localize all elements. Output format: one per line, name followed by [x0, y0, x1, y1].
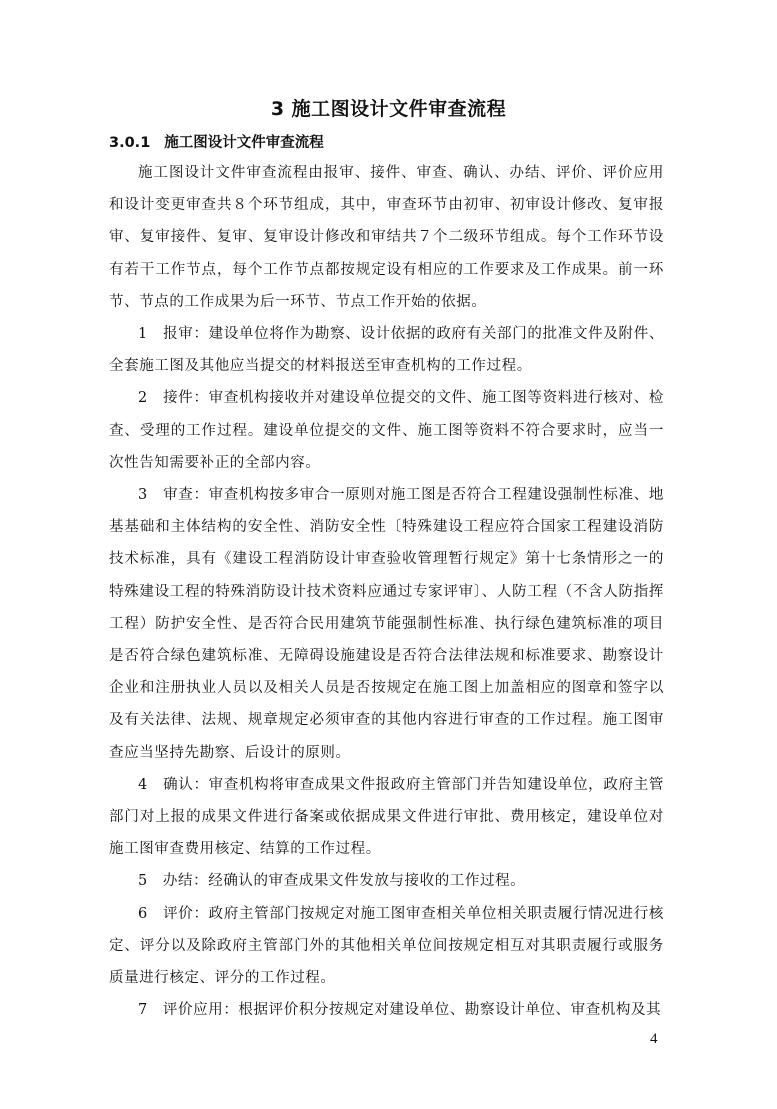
item-paragraph-submission: 1 报审：建设单位将作为勘察、设计依据的政府有关部门的批准文件及附件、全套施工图及其他应当提交的材料报送至审查机构的工作过程。	[109, 326, 664, 375]
item-paragraph-evaluation-application: 7 评价应用：根据评价积分按规定对建设单位、勘察设计单位、审查机构及其	[138, 1002, 662, 1019]
item-paragraph-completion: 5 办结：经确认的审查成果文件发放与接收的工作过程。	[138, 873, 526, 890]
item-paragraph-confirmation: 4 确认：审查机构将审查成果文件报政府主管部门并告知建设单位，政府主管部门对上报的成果文件进行备案或依据成果文件进行审批、费用核定，建设单位对施工图审查费用核定、结算的工作过程。	[109, 776, 664, 858]
section-title: 施工图设计文件审查流程	[164, 135, 324, 151]
item-paragraph-receipt: 2 接件：审查机构接收并对建设单位提交的文件、施工图等资料进行核对、检查、受理的工作过程。建设单位提交的文件、施工图等资料不符合要求时，应当一次性告知需要补正的全部内容。	[109, 390, 664, 471]
body-text	[109, 157, 664, 1026]
intro-paragraph: 施工图设计文件审查流程由报审、接件、审查、确认、办结、评价、评价应用和设计变更审查共８个环节组成，其中，审查环节由初审、初审设计修改、复审报审、复审接件、复审、复审设计修改和审结共７个二级环节组成。每个工作环节设有若干工作节点，每个工作节点都按规定设有相应的工作要求及工作成果。前一环节、节点的工作成果为后一环节、节点工作开始的依据。	[109, 165, 664, 310]
item-paragraph-review: 3 审查：审查机构按多审合一原则对施工图是否符合工程建设强制性标准、地基基础和主体结构的安全性、消防安全性〔特殊建设工程应符合国家工程建设消防技术标准，具有《建设工程消防设计审查验收管理暂行规定》第十七条情形之一的特殊建设工程的特殊消防设计技术资料应通过专家评审〕、人防工程（不含人防指挥工程）防护安全性、是否符合民用建筑节能强制性标准、执行绿色建筑标准的项目是否符合绿色建筑标准、无障碍设施建设是否符合法律法规和标准要求、勘察设计企业和注册执业人员以及相关人员是否按规定在施工图上加盖相应的图章和签字以及有关法律、法规、规章规定必须审查的其他内容进行审查的工作过程。施工图审查应当坚持先勘察、后设计的原则。	[109, 487, 664, 761]
section-heading	[109, 131, 324, 152]
chapter-title: 3 施工图设计文件审查流程	[270, 98, 507, 120]
page-number: 4	[650, 1031, 658, 1047]
item-paragraph-evaluation: 6 评价：政府主管部门按规定对施工图审查相关单位相关职责履行情况进行核定、评分以及除政府主管部门外的其他相关单位间按规定相互对其职责履行或服务质量进行核定、评分的工作过程。	[109, 905, 664, 987]
section-number: 3.0.1	[109, 135, 151, 151]
